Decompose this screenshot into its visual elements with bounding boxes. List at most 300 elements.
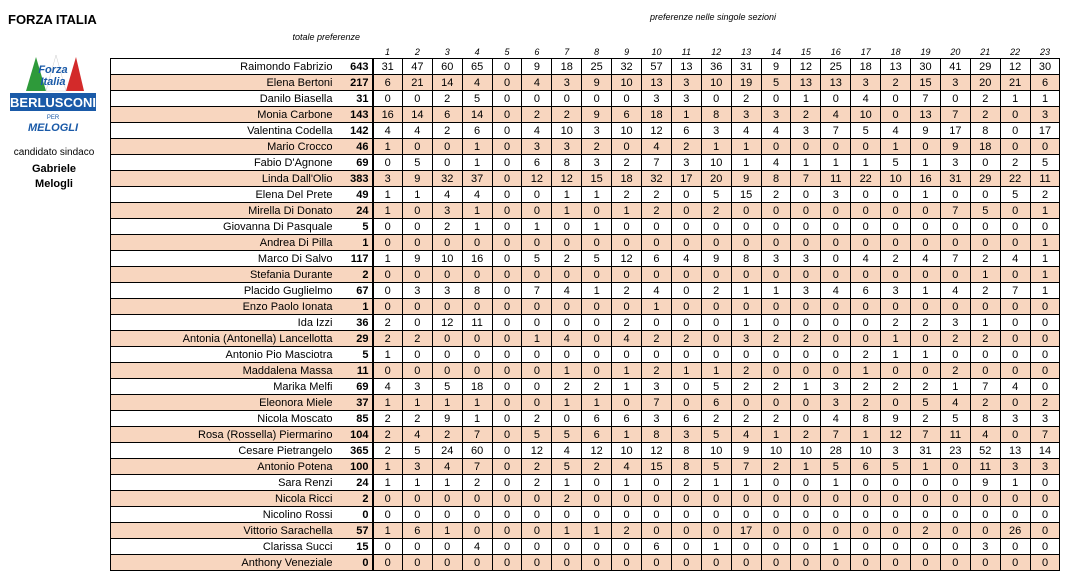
section-value-cell: 0 bbox=[851, 331, 881, 347]
section-value-cell: 0 bbox=[671, 507, 701, 523]
section-value-cell: 0 bbox=[701, 491, 731, 507]
section-value-cell: 0 bbox=[701, 507, 731, 523]
section-header: 11 bbox=[681, 46, 692, 57]
section-value-cell: 1 bbox=[373, 347, 403, 363]
section-value-cell: 7 bbox=[970, 379, 1000, 395]
table-row bbox=[111, 251, 1060, 267]
total-preferences-cell: 49 bbox=[337, 187, 373, 203]
section-value-cell: 3 bbox=[731, 331, 761, 347]
section-value-cell: 1 bbox=[911, 459, 941, 475]
section-value-cell: 5 bbox=[911, 395, 941, 411]
section-value-cell: 14 bbox=[432, 75, 462, 91]
section-value-cell: 4 bbox=[462, 187, 492, 203]
section-value-cell: 9 bbox=[881, 411, 911, 427]
section-value-cell: 18 bbox=[612, 171, 642, 187]
section-value-cell: 3 bbox=[791, 123, 821, 139]
section-value-cell: 1 bbox=[612, 475, 642, 491]
section-value-cell: 0 bbox=[701, 267, 731, 283]
section-value-cell: 0 bbox=[402, 539, 432, 555]
candidate-name-cell: Marco Di Salvo bbox=[111, 251, 337, 267]
section-value-cell: 0 bbox=[582, 555, 612, 571]
section-value-cell: 3 bbox=[642, 411, 672, 427]
section-value-cell: 1 bbox=[701, 139, 731, 155]
section-value-cell: 4 bbox=[761, 123, 791, 139]
table-row bbox=[111, 315, 1060, 331]
section-value-cell: 2 bbox=[612, 187, 642, 203]
section-value-cell: 3 bbox=[940, 315, 970, 331]
section-value-cell: 0 bbox=[642, 507, 672, 523]
section-value-cell: 2 bbox=[940, 331, 970, 347]
table-row bbox=[111, 539, 1060, 555]
table-row bbox=[111, 299, 1060, 315]
section-value-cell: 0 bbox=[940, 267, 970, 283]
section-value-cell: 0 bbox=[881, 507, 911, 523]
section-header: 19 bbox=[920, 46, 931, 57]
section-value-cell: 4 bbox=[851, 91, 881, 107]
section-value-cell: 0 bbox=[492, 187, 522, 203]
section-value-cell: 1 bbox=[582, 395, 612, 411]
section-value-cell: 32 bbox=[612, 59, 642, 75]
candidate-first-name: Gabriele bbox=[31, 163, 77, 175]
section-value-cell: 3 bbox=[821, 379, 851, 395]
section-value-cell: 0 bbox=[851, 235, 881, 251]
section-value-cell: 1 bbox=[373, 523, 403, 539]
section-value-cell: 3 bbox=[1030, 459, 1060, 475]
section-value-cell: 0 bbox=[1000, 315, 1030, 331]
section-header: 13 bbox=[741, 46, 752, 57]
section-value-cell: 0 bbox=[522, 555, 552, 571]
section-value-cell: 0 bbox=[701, 235, 731, 251]
section-value-cell: 2 bbox=[402, 411, 432, 427]
section-value-cell: 1 bbox=[402, 395, 432, 411]
section-value-cell: 2 bbox=[462, 475, 492, 491]
section-value-cell: 0 bbox=[671, 395, 701, 411]
section-value-cell: 6 bbox=[612, 107, 642, 123]
section-value-cell: 32 bbox=[642, 171, 672, 187]
section-value-cell: 1 bbox=[851, 427, 881, 443]
total-preferences-cell: 85 bbox=[337, 411, 373, 427]
section-value-cell: 5 bbox=[402, 443, 432, 459]
section-value-cell: 0 bbox=[402, 267, 432, 283]
section-value-cell: 0 bbox=[791, 203, 821, 219]
section-value-cell: 9 bbox=[731, 171, 761, 187]
section-value-cell: 2 bbox=[911, 379, 941, 395]
section-value-cell: 0 bbox=[432, 267, 462, 283]
section-value-cell: 0 bbox=[881, 395, 911, 411]
section-value-cell: 0 bbox=[701, 219, 731, 235]
section-value-cell: 3 bbox=[671, 75, 701, 91]
total-preferences-cell: 57 bbox=[337, 523, 373, 539]
section-value-cell: 0 bbox=[432, 491, 462, 507]
section-value-cell: 6 bbox=[642, 251, 672, 267]
section-value-cell: 1 bbox=[552, 475, 582, 491]
section-value-cell: 4 bbox=[522, 75, 552, 91]
section-value-cell: 0 bbox=[552, 347, 582, 363]
section-value-cell: 6 bbox=[642, 539, 672, 555]
section-value-cell: 0 bbox=[881, 555, 911, 571]
header-blank bbox=[337, 45, 373, 59]
section-value-cell: 2 bbox=[432, 219, 462, 235]
section-value-cell: 0 bbox=[881, 91, 911, 107]
header-blank bbox=[111, 45, 337, 59]
section-value-cell: 0 bbox=[821, 363, 851, 379]
section-value-cell: 4 bbox=[970, 427, 1000, 443]
section-value-cell: 0 bbox=[582, 491, 612, 507]
section-value-cell: 0 bbox=[881, 235, 911, 251]
section-value-cell: 0 bbox=[462, 267, 492, 283]
section-value-cell: 0 bbox=[462, 363, 492, 379]
table-row bbox=[111, 347, 1060, 363]
section-value-cell: 0 bbox=[851, 315, 881, 331]
section-value-cell: 0 bbox=[582, 331, 612, 347]
table-row bbox=[111, 363, 1060, 379]
section-value-cell: 0 bbox=[642, 523, 672, 539]
section-value-cell: 11 bbox=[940, 427, 970, 443]
section-value-cell: 0 bbox=[552, 555, 582, 571]
section-value-cell: 2 bbox=[791, 331, 821, 347]
candidate-name-cell: Mario Crocco bbox=[111, 139, 337, 155]
table-row bbox=[111, 219, 1060, 235]
section-value-cell: 0 bbox=[432, 139, 462, 155]
section-value-cell: 0 bbox=[1000, 555, 1030, 571]
section-value-cell: 0 bbox=[612, 491, 642, 507]
section-value-cell: 1 bbox=[851, 155, 881, 171]
section-value-cell: 18 bbox=[851, 59, 881, 75]
total-preferences-cell: 1 bbox=[337, 235, 373, 251]
section-value-cell: 1 bbox=[373, 139, 403, 155]
section-value-cell: 11 bbox=[1030, 171, 1060, 187]
section-value-cell: 0 bbox=[761, 203, 791, 219]
section-value-cell: 60 bbox=[432, 59, 462, 75]
table-row bbox=[111, 411, 1060, 427]
section-value-cell: 1 bbox=[552, 363, 582, 379]
section-value-cell: 7 bbox=[522, 283, 552, 299]
section-value-cell: 2 bbox=[1030, 395, 1060, 411]
section-value-cell: 0 bbox=[671, 379, 701, 395]
section-value-cell: 0 bbox=[761, 91, 791, 107]
section-value-cell: 0 bbox=[432, 539, 462, 555]
section-value-cell: 0 bbox=[851, 267, 881, 283]
candidate-name-cell: Maddalena Massa bbox=[111, 363, 337, 379]
header-sections: preferenze nelle singole sezioni bbox=[649, 12, 777, 22]
section-value-cell: 2 bbox=[671, 139, 701, 155]
section-value-cell: 3 bbox=[642, 379, 672, 395]
section-value-cell: 5 bbox=[582, 251, 612, 267]
section-value-cell: 1 bbox=[373, 459, 403, 475]
section-value-cell: 0 bbox=[612, 299, 642, 315]
candidate-name-cell: Andrea Di Pilla bbox=[111, 235, 337, 251]
section-value-cell: 3 bbox=[821, 187, 851, 203]
section-value-cell: 2 bbox=[940, 363, 970, 379]
section-value-cell: 8 bbox=[970, 411, 1000, 427]
section-value-cell: 31 bbox=[911, 443, 941, 459]
section-value-cell: 9 bbox=[701, 251, 731, 267]
section-value-cell: 1 bbox=[701, 475, 731, 491]
section-value-cell: 0 bbox=[761, 347, 791, 363]
section-value-cell: 2 bbox=[731, 91, 761, 107]
section-value-cell: 0 bbox=[791, 411, 821, 427]
section-value-cell: 2 bbox=[970, 283, 1000, 299]
candidate-name-cell: Ida Izzi bbox=[111, 315, 337, 331]
section-value-cell: 0 bbox=[522, 91, 552, 107]
section-value-cell: 6 bbox=[701, 395, 731, 411]
total-preferences-cell: 29 bbox=[337, 331, 373, 347]
section-value-cell: 12 bbox=[522, 171, 552, 187]
section-value-cell: 15 bbox=[731, 187, 761, 203]
section-value-cell: 0 bbox=[970, 187, 1000, 203]
section-value-cell: 10 bbox=[552, 123, 582, 139]
section-value-cell: 0 bbox=[761, 539, 791, 555]
section-value-cell: 0 bbox=[911, 235, 941, 251]
section-value-cell: 1 bbox=[731, 283, 761, 299]
section-value-cell: 9 bbox=[582, 107, 612, 123]
section-value-cell: 10 bbox=[701, 155, 731, 171]
section-value-cell: 1 bbox=[970, 315, 1000, 331]
section-value-cell: 0 bbox=[612, 539, 642, 555]
section-value-cell: 1 bbox=[970, 267, 1000, 283]
section-value-cell: 0 bbox=[1030, 555, 1060, 571]
section-value-cell: 0 bbox=[1030, 219, 1060, 235]
section-value-cell: 5 bbox=[940, 411, 970, 427]
section-value-cell: 0 bbox=[492, 283, 522, 299]
section-value-cell: 3 bbox=[671, 91, 701, 107]
section-value-cell: 0 bbox=[821, 331, 851, 347]
section-value-cell: 7 bbox=[1030, 427, 1060, 443]
section-value-cell: 2 bbox=[911, 315, 941, 331]
section-value-cell: 22 bbox=[1000, 171, 1030, 187]
section-value-cell: 0 bbox=[731, 299, 761, 315]
section-value-cell: 1 bbox=[1030, 283, 1060, 299]
candidate-last-name: Melogli bbox=[35, 178, 73, 190]
section-value-cell: 2 bbox=[881, 379, 911, 395]
section-value-cell: 1 bbox=[1030, 235, 1060, 251]
section-value-cell: 0 bbox=[642, 315, 672, 331]
candidate-name-cell: Antonio Pio Masciotra bbox=[111, 347, 337, 363]
section-value-cell: 12 bbox=[642, 123, 672, 139]
section-value-cell: 0 bbox=[582, 203, 612, 219]
section-value-cell: 0 bbox=[791, 219, 821, 235]
candidate-name-cell: Linda Dall'Olio bbox=[111, 171, 337, 187]
section-value-cell: 0 bbox=[791, 347, 821, 363]
section-value-cell: 0 bbox=[582, 475, 612, 491]
section-value-cell: 0 bbox=[970, 555, 1000, 571]
section-value-cell: 0 bbox=[522, 363, 552, 379]
section-value-cell: 0 bbox=[881, 267, 911, 283]
section-value-cell: 0 bbox=[671, 347, 701, 363]
section-value-cell: 3 bbox=[851, 75, 881, 91]
section-value-cell: 2 bbox=[911, 411, 941, 427]
section-value-cell: 0 bbox=[492, 539, 522, 555]
section-value-cell: 8 bbox=[701, 107, 731, 123]
section-value-cell: 13 bbox=[642, 75, 672, 91]
section-value-cell: 0 bbox=[552, 411, 582, 427]
section-value-cell: 0 bbox=[522, 187, 552, 203]
section-header: 16 bbox=[830, 46, 841, 57]
total-preferences-cell: 0 bbox=[337, 555, 373, 571]
section-value-cell: 2 bbox=[522, 475, 552, 491]
section-value-cell: 1 bbox=[791, 459, 821, 475]
section-value-cell: 0 bbox=[462, 299, 492, 315]
section-value-cell: 0 bbox=[761, 299, 791, 315]
section-value-cell: 0 bbox=[492, 91, 522, 107]
section-value-cell: 0 bbox=[791, 363, 821, 379]
section-value-cell: 0 bbox=[612, 219, 642, 235]
section-value-cell: 0 bbox=[1000, 139, 1030, 155]
party-title: FORZA ITALIA bbox=[8, 12, 97, 27]
section-value-cell: 0 bbox=[851, 555, 881, 571]
section-value-cell: 0 bbox=[492, 155, 522, 171]
section-value-cell: 1 bbox=[701, 539, 731, 555]
section-value-cell: 1 bbox=[432, 395, 462, 411]
total-preferences-cell: 2 bbox=[337, 491, 373, 507]
section-value-cell: 2 bbox=[612, 283, 642, 299]
section-value-cell: 0 bbox=[761, 219, 791, 235]
section-value-cell: 0 bbox=[552, 91, 582, 107]
total-preferences-cell: 1 bbox=[337, 299, 373, 315]
section-value-cell: 0 bbox=[791, 507, 821, 523]
section-value-cell: 0 bbox=[522, 235, 552, 251]
section-value-cell: 0 bbox=[462, 491, 492, 507]
section-value-cell: 1 bbox=[402, 187, 432, 203]
section-value-cell: 29 bbox=[970, 171, 1000, 187]
section-value-cell: 0 bbox=[432, 299, 462, 315]
section-value-cell: 2 bbox=[761, 411, 791, 427]
section-header: 8 bbox=[594, 46, 600, 57]
candidate-name-cell: Sara Renzi bbox=[111, 475, 337, 491]
section-value-cell: 5 bbox=[522, 427, 552, 443]
section-value-cell: 1 bbox=[642, 299, 672, 315]
section-value-cell: 0 bbox=[373, 555, 403, 571]
section-value-cell: 0 bbox=[373, 283, 403, 299]
section-value-cell: 29 bbox=[970, 59, 1000, 75]
section-value-cell: 7 bbox=[940, 251, 970, 267]
total-preferences-cell: 217 bbox=[337, 75, 373, 91]
section-value-cell: 0 bbox=[731, 235, 761, 251]
section-value-cell: 1 bbox=[731, 475, 761, 491]
section-value-cell: 5 bbox=[1000, 187, 1030, 203]
section-value-cell: 0 bbox=[940, 91, 970, 107]
section-value-cell: 0 bbox=[582, 91, 612, 107]
section-value-cell: 5 bbox=[701, 427, 731, 443]
section-value-cell: 0 bbox=[671, 203, 701, 219]
section-value-cell: 3 bbox=[582, 155, 612, 171]
section-value-cell: 0 bbox=[373, 363, 403, 379]
section-value-cell: 0 bbox=[402, 507, 432, 523]
section-value-cell: 2 bbox=[522, 459, 552, 475]
section-value-cell: 0 bbox=[851, 203, 881, 219]
section-value-cell: 12 bbox=[791, 59, 821, 75]
section-value-cell: 5 bbox=[462, 91, 492, 107]
section-value-cell: 20 bbox=[970, 75, 1000, 91]
section-value-cell: 4 bbox=[552, 283, 582, 299]
section-value-cell: 0 bbox=[701, 91, 731, 107]
section-value-cell: 2 bbox=[761, 379, 791, 395]
section-value-cell: 1 bbox=[671, 107, 701, 123]
section-value-cell: 4 bbox=[731, 123, 761, 139]
candidate-name-cell: Eleonora Miele bbox=[111, 395, 337, 411]
section-value-cell: 0 bbox=[492, 59, 522, 75]
section-value-cell: 0 bbox=[970, 363, 1000, 379]
section-value-cell: 0 bbox=[761, 507, 791, 523]
section-value-cell: 4 bbox=[462, 539, 492, 555]
section-value-cell: 1 bbox=[821, 155, 851, 171]
section-value-cell: 2 bbox=[522, 411, 552, 427]
section-value-cell: 17 bbox=[940, 123, 970, 139]
section-value-cell: 0 bbox=[582, 347, 612, 363]
section-value-cell: 60 bbox=[462, 443, 492, 459]
section-value-cell: 1 bbox=[911, 283, 941, 299]
section-value-cell: 3 bbox=[1000, 411, 1030, 427]
section-value-cell: 0 bbox=[1030, 491, 1060, 507]
section-value-cell: 7 bbox=[642, 155, 672, 171]
section-value-cell: 0 bbox=[642, 347, 672, 363]
candidate-name-cell: Clarissa Succi bbox=[111, 539, 337, 555]
section-value-cell: 10 bbox=[701, 75, 731, 91]
section-value-cell: 0 bbox=[462, 331, 492, 347]
section-value-cell: 0 bbox=[642, 475, 672, 491]
section-value-cell: 9 bbox=[731, 443, 761, 459]
section-value-cell: 3 bbox=[761, 251, 791, 267]
section-value-cell: 0 bbox=[492, 443, 522, 459]
section-value-cell: 0 bbox=[731, 219, 761, 235]
section-value-cell: 1 bbox=[373, 187, 403, 203]
section-value-cell: 0 bbox=[821, 91, 851, 107]
section-value-cell: 1 bbox=[791, 155, 821, 171]
section-value-cell: 11 bbox=[970, 459, 1000, 475]
section-value-cell: 0 bbox=[821, 491, 851, 507]
section-header: 2 bbox=[414, 46, 420, 57]
section-value-cell: 0 bbox=[701, 523, 731, 539]
section-value-cell: 0 bbox=[761, 235, 791, 251]
section-value-cell: 0 bbox=[1030, 299, 1060, 315]
section-value-cell: 2 bbox=[552, 107, 582, 123]
section-value-cell: 10 bbox=[612, 123, 642, 139]
section-value-cell: 2 bbox=[642, 203, 672, 219]
section-value-cell: 1 bbox=[612, 203, 642, 219]
section-value-cell: 0 bbox=[522, 507, 552, 523]
section-value-cell: 0 bbox=[881, 523, 911, 539]
section-value-cell: 3 bbox=[671, 427, 701, 443]
section-value-cell: 28 bbox=[821, 443, 851, 459]
candidate-name-cell: Enzo Paolo Ionata bbox=[111, 299, 337, 315]
section-value-cell: 0 bbox=[492, 363, 522, 379]
table-row bbox=[111, 523, 1060, 539]
section-value-cell: 2 bbox=[373, 331, 403, 347]
section-value-cell: 0 bbox=[940, 187, 970, 203]
candidate-name-cell: Antonia (Antonella) Lancellotta bbox=[111, 331, 337, 347]
table-row bbox=[111, 235, 1060, 251]
section-value-cell: 2 bbox=[851, 395, 881, 411]
section-value-cell: 0 bbox=[881, 299, 911, 315]
section-value-cell: 0 bbox=[731, 555, 761, 571]
section-value-cell: 1 bbox=[821, 539, 851, 555]
section-value-cell: 4 bbox=[373, 123, 403, 139]
section-value-cell: 4 bbox=[552, 331, 582, 347]
section-value-cell: 0 bbox=[701, 555, 731, 571]
table-row bbox=[111, 395, 1060, 411]
section-value-cell: 13 bbox=[791, 75, 821, 91]
section-value-cell: 26 bbox=[1000, 523, 1030, 539]
candidate-name-cell: Placido Guglielmo bbox=[111, 283, 337, 299]
section-value-cell: 0 bbox=[432, 363, 462, 379]
table-row bbox=[111, 491, 1060, 507]
total-preferences-cell: 100 bbox=[337, 459, 373, 475]
section-value-cell: 1 bbox=[373, 203, 403, 219]
section-value-cell: 1 bbox=[582, 219, 612, 235]
section-value-cell: 0 bbox=[373, 235, 403, 251]
section-header: 9 bbox=[624, 46, 630, 57]
section-value-cell: 0 bbox=[612, 235, 642, 251]
